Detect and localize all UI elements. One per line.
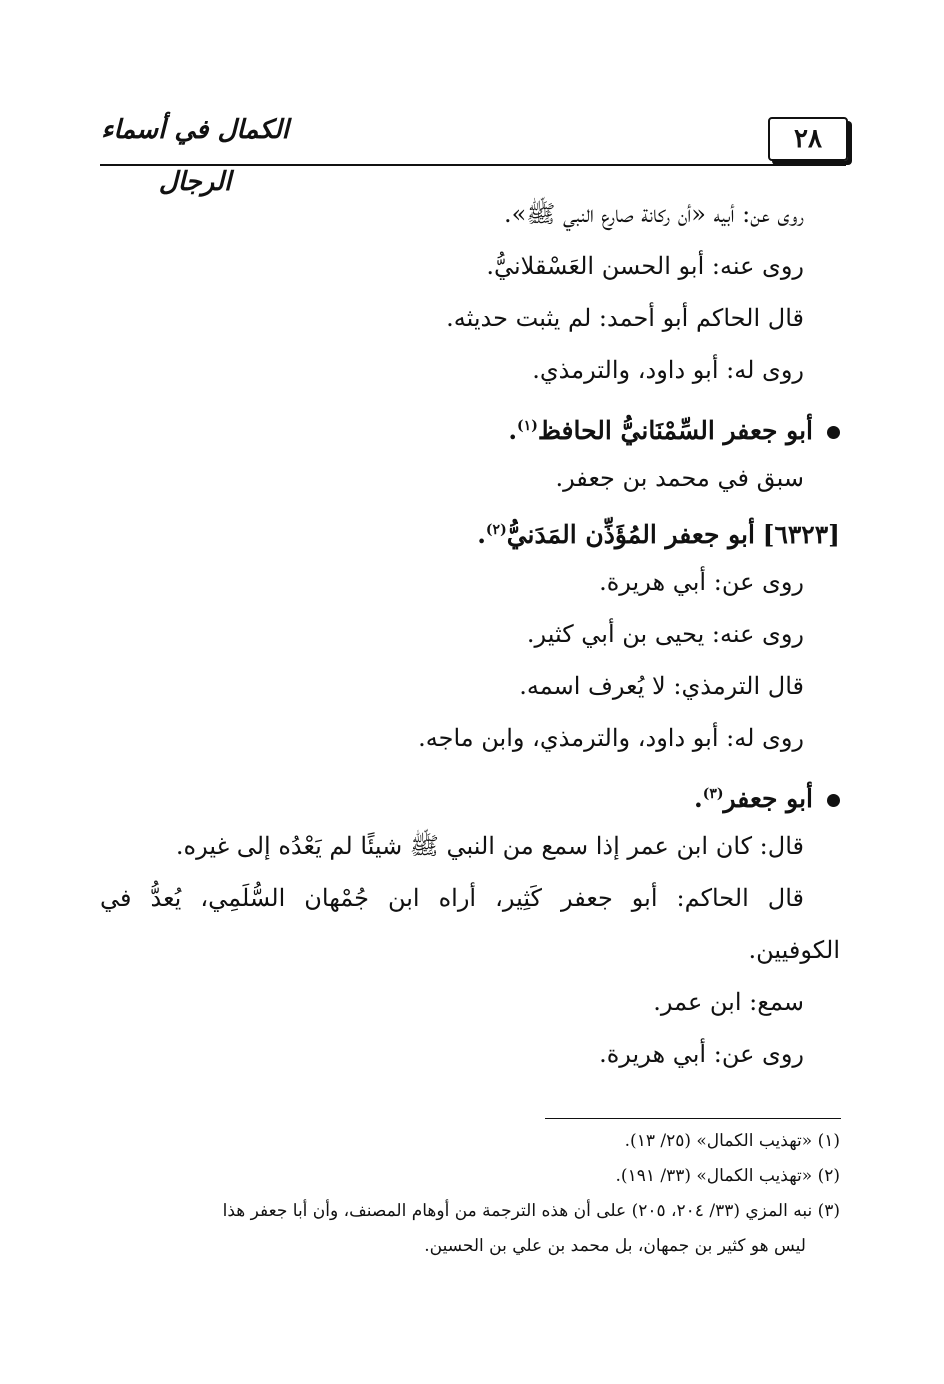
entry4-line-4: سمع: ابن عمر. — [653, 988, 804, 1016]
entry4-heading-line: أبو جعفر$^{(٣)}$. — [100, 768, 840, 820]
entry2-heading: أبو جعفر السِّمْنَانيُّ الحافظ — [537, 416, 813, 445]
footnote-ref-2: (٢) — [485, 522, 507, 538]
entry3-number: [٦٣٢٣] — [762, 520, 840, 549]
entry1-line-1: روى عن: أبيه «أن ركانة صارع النبي ﷺ». — [504, 200, 804, 228]
entry1-line-2: روى عنه: أبو الحسن العَسْقلانيُّ. — [486, 252, 804, 280]
entry3-line-3: قال الترمذي: لا يُعرف اسمه. — [519, 672, 804, 700]
entry3-heading: أبو جعفر المُؤَذِّن المَدَنيُّ — [506, 520, 755, 549]
footnote-3-line-1: (٣) نبه المزي (٣٣/ ٢٠٤، ٢٠٥) على أن هذه الترجمة من أوهام المصنف، وأن أبا جعفر هذا — [222, 1201, 840, 1221]
entry1-line-3: قال الحاكم أبو أحمد: لم يثبت حديثه. — [446, 304, 804, 332]
entry4-heading: أبو جعفر — [723, 784, 813, 813]
footnote-1: (١) «تهذيب الكمال» (٢٥/ ١٣). — [624, 1131, 840, 1151]
footnotes — [100, 1124, 840, 1264]
footnote-ref-1: (١) — [517, 418, 538, 434]
footnote-2: (٢) «تهذيب الكمال» (٣٣/ ١٩١). — [615, 1166, 840, 1186]
bullet-icon — [827, 426, 840, 439]
entry3-line-2: روى عنه: يحيى بن أبي كثير. — [526, 620, 804, 648]
entry3-line-1: روى عن: أبي هريرة. — [599, 568, 804, 596]
page-number: ٢٨ — [768, 117, 848, 161]
footnote-divider — [545, 1118, 841, 1119]
running-title: الكمال في أسماء الرجال — [101, 115, 289, 197]
entry4-line-5: روى عن: أبي هريرة. — [599, 1040, 804, 1068]
entry4-line-3: الكوفيين. — [748, 936, 840, 964]
entry4-line-1: قال: كان ابن عمر إذا سمع من النبي ﷺ شيئًا لم يَعْدُه إلى غيره. — [175, 832, 804, 860]
entry1-line-4: روى له: أبو داود، والترمذي. — [532, 356, 804, 384]
footnote-ref-3: (٣) — [702, 786, 724, 802]
header-divider — [100, 164, 846, 166]
main-text — [100, 188, 840, 1080]
footnote-3-line-2: ليس هو كثير بن جمهان، بل محمد بن علي بن الحسين. — [424, 1236, 806, 1256]
entry4-line-2: قال الحاكم: أبو جعفر كَثِير، أراه ابن جُمْهان السُّلَمِي، يُعدُّ في — [100, 884, 804, 912]
entry3-line-4: روى له: أبو داود، والترمذي، وابن ماجه. — [418, 724, 804, 752]
bullet-icon — [827, 794, 840, 807]
entry2-line-1: سبق في محمد بن جعفر. — [555, 464, 804, 492]
entry2-heading-line: أبو جعفر السِّمْنَانيُّ الحافظ$^{(١)}$. — [100, 400, 840, 452]
entry3-heading-line: [٦٣٢٣] أبو جعفر المُؤَذِّن المَدَنيُّ$^{(٢)}$. — [477, 520, 840, 549]
